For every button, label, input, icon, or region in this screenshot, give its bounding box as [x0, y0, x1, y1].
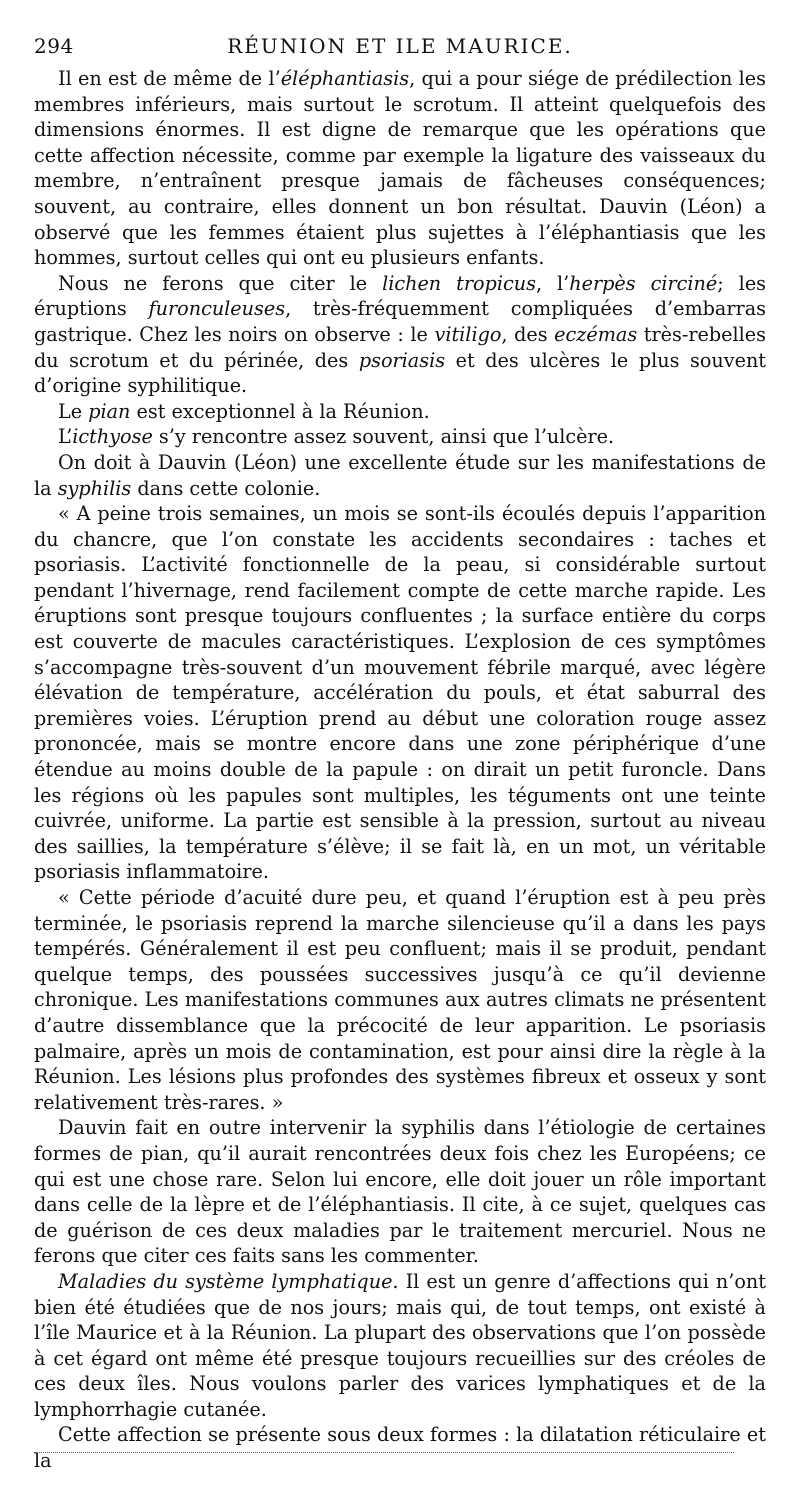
- italic-term: lichen tropicus: [382, 271, 536, 295]
- italic-term: éléphantiasis: [280, 67, 410, 90]
- paragraph: [34, 1115, 766, 1269]
- paragraph: [34, 66, 766, 271]
- text-run: Dauvin fait en outre intervenir la syphilis dans l’étiologie de certaines formes de pian, qu’il aurait rencontrées deux fois chez les Européens; ce qui est une chose rare. Selon lui encore, elle doit jouer un rôle important dans celle de la lèpre et de l’éléphantiasis. Il cite, à ce sujet, quelques cas de guérison de ces deux maladies par le traitement mercuriel. Nous ne ferons que citer ces faits sans les commenter.: [34, 1116, 766, 1268]
- text-run: Le: [58, 399, 89, 423]
- text-run: , qui a pour siége de prédilection les membres inférieurs, mais surtout le scrotum. Il atteint quelquefois des dimensions énormes. Il est digne de remarque que les opérations que cette affection nécessite, comme par exemple la ligature des vaisseaux du membre, n’entraînent presque jamais de fâcheuses conséquences; souvent, au contraire, elles donnent un bon résultat. Dauvin (Léon) a observé que les femmes étaient plus sujettes à l’éléphantiasis que les hommes, surtout celles qui ont eu plusieurs enfants.: [34, 67, 766, 270]
- paragraph: [34, 1422, 766, 1473]
- text-run: dans cette colonie.: [131, 476, 321, 500]
- paragraph: [34, 450, 766, 501]
- running-title: RÉUNION ET ILE MAURICE.: [227, 34, 573, 58]
- paragraph: [34, 501, 766, 885]
- page-number: 294: [34, 34, 74, 58]
- text-run: et des ulcères le plus souvent d’origine syphilitique.: [34, 348, 767, 398]
- text-run: ; les éruptions: [34, 271, 767, 321]
- text-run: « A peine trois semaines, un mois se sont-ils écoulés depuis l’apparition du chancre, que l’on constate les accidents secondaires : taches et psoriasis. L’activité fonctionnelle de la peau, si considérable surtout pendant l’hivernage, rend facilement compte de cette marche rapide. Les éruptions sont presque toujours confluentes ; la surface entière du corps est couverte de macules caractéristiques. L’explosion de ces symptômes s’accompagne très-souvent d’un mouvement fébrile marqué, avec légère élévation de température, accélération du pouls, et état saburral des premières voies. L’éruption prend au début une coloration rouge assez prononcée, mais se montre encore dans une zone périphérique d’une étendue au moins double de la papule : on dirait un petit furoncle. Dans les régions où les papules sont multiples, les téguments ont une teinte cuivrée, uniforme. La partie est sensible à la pression, surtout au niveau des saillies, la température s’élève; il se fait là, en un mot, un véritable psoriasis inflammatoire.: [34, 502, 766, 884]
- italic-term: vitiligo: [434, 322, 502, 346]
- paragraph: [34, 1269, 766, 1423]
- text-run: L’: [58, 425, 73, 449]
- text-run: est exceptionnel à la Réunion.: [130, 399, 430, 423]
- body-text: [34, 66, 766, 1474]
- italic-term: icthyose: [72, 425, 153, 449]
- italic-term: furonculeuses: [148, 297, 286, 321]
- paragraph: [34, 424, 766, 450]
- text-run: On doit à Dauvin (Léon) une excellente étude sur les manifestations de la: [34, 450, 766, 500]
- italic-term: herpès circiné: [569, 271, 718, 295]
- text-run: Il en est de même de l’: [58, 67, 281, 90]
- text-run: s’y rencontre assez souvent, ainsi que l’ulcère.: [152, 425, 615, 449]
- paragraph: [34, 399, 766, 425]
- italic-term: eczémas: [554, 322, 638, 346]
- italic-term: syphilis: [57, 476, 132, 500]
- italic-term: Maladies du système lymphatique: [58, 1269, 393, 1293]
- text-run: . Il est un genre d’affections qui n’ont bien été étudiées que de nos jours; mais qui, de tout temps, ont existé à l’île Maurice et à la Réunion. La plupart des observations que l’on possède à cet égard ont même été presque toujours recueillies sur des créoles de ces deux îles. Nous voulons parler des varices lymphatiques et de la lymphorrhagie cutanée.: [34, 1269, 766, 1421]
- text-run: , l’: [535, 271, 570, 295]
- text-run: Cette affection se présente sous deux formes : la dilatation réticulaire et la: [34, 1423, 766, 1473]
- text-run: « Cette période d’acuité dure peu, et quand l’éruption est à peu près terminée, le psoriasis reprend la marche silencieuse qu’il a dans les pays tempérés. Généralement il est peu confluent; mais il se produit, pendant quelque temps, des poussées successives jusqu’à ce qu’il devienne chronique. Les manifestations communes aux autres climats ne présentent d’autre dissemblance que la précocité de leur apparition. Le psoriasis palmaire, après un mois de contamination, est pour ainsi dire la règle à la Réunion. Les lésions plus profondes des systèmes fibreux et osseux y sont relativement très-rares. »: [34, 886, 766, 1114]
- paragraph: [34, 271, 766, 399]
- text-run: Nous ne ferons que citer le: [58, 271, 383, 295]
- text-run: très-rebelles du scrotum et du périnée, des: [34, 322, 767, 372]
- italic-term: pian: [88, 399, 131, 423]
- italic-term: psoriasis: [358, 348, 446, 372]
- paragraph: [34, 885, 766, 1115]
- page-header: [34, 28, 766, 68]
- text-run: , très-fréquemment compliquées d’embarras gastrique. Chez les noirs on observe : le: [34, 297, 766, 346]
- text-run: , des: [501, 322, 555, 346]
- footer-dotted-rule: [34, 1452, 734, 1453]
